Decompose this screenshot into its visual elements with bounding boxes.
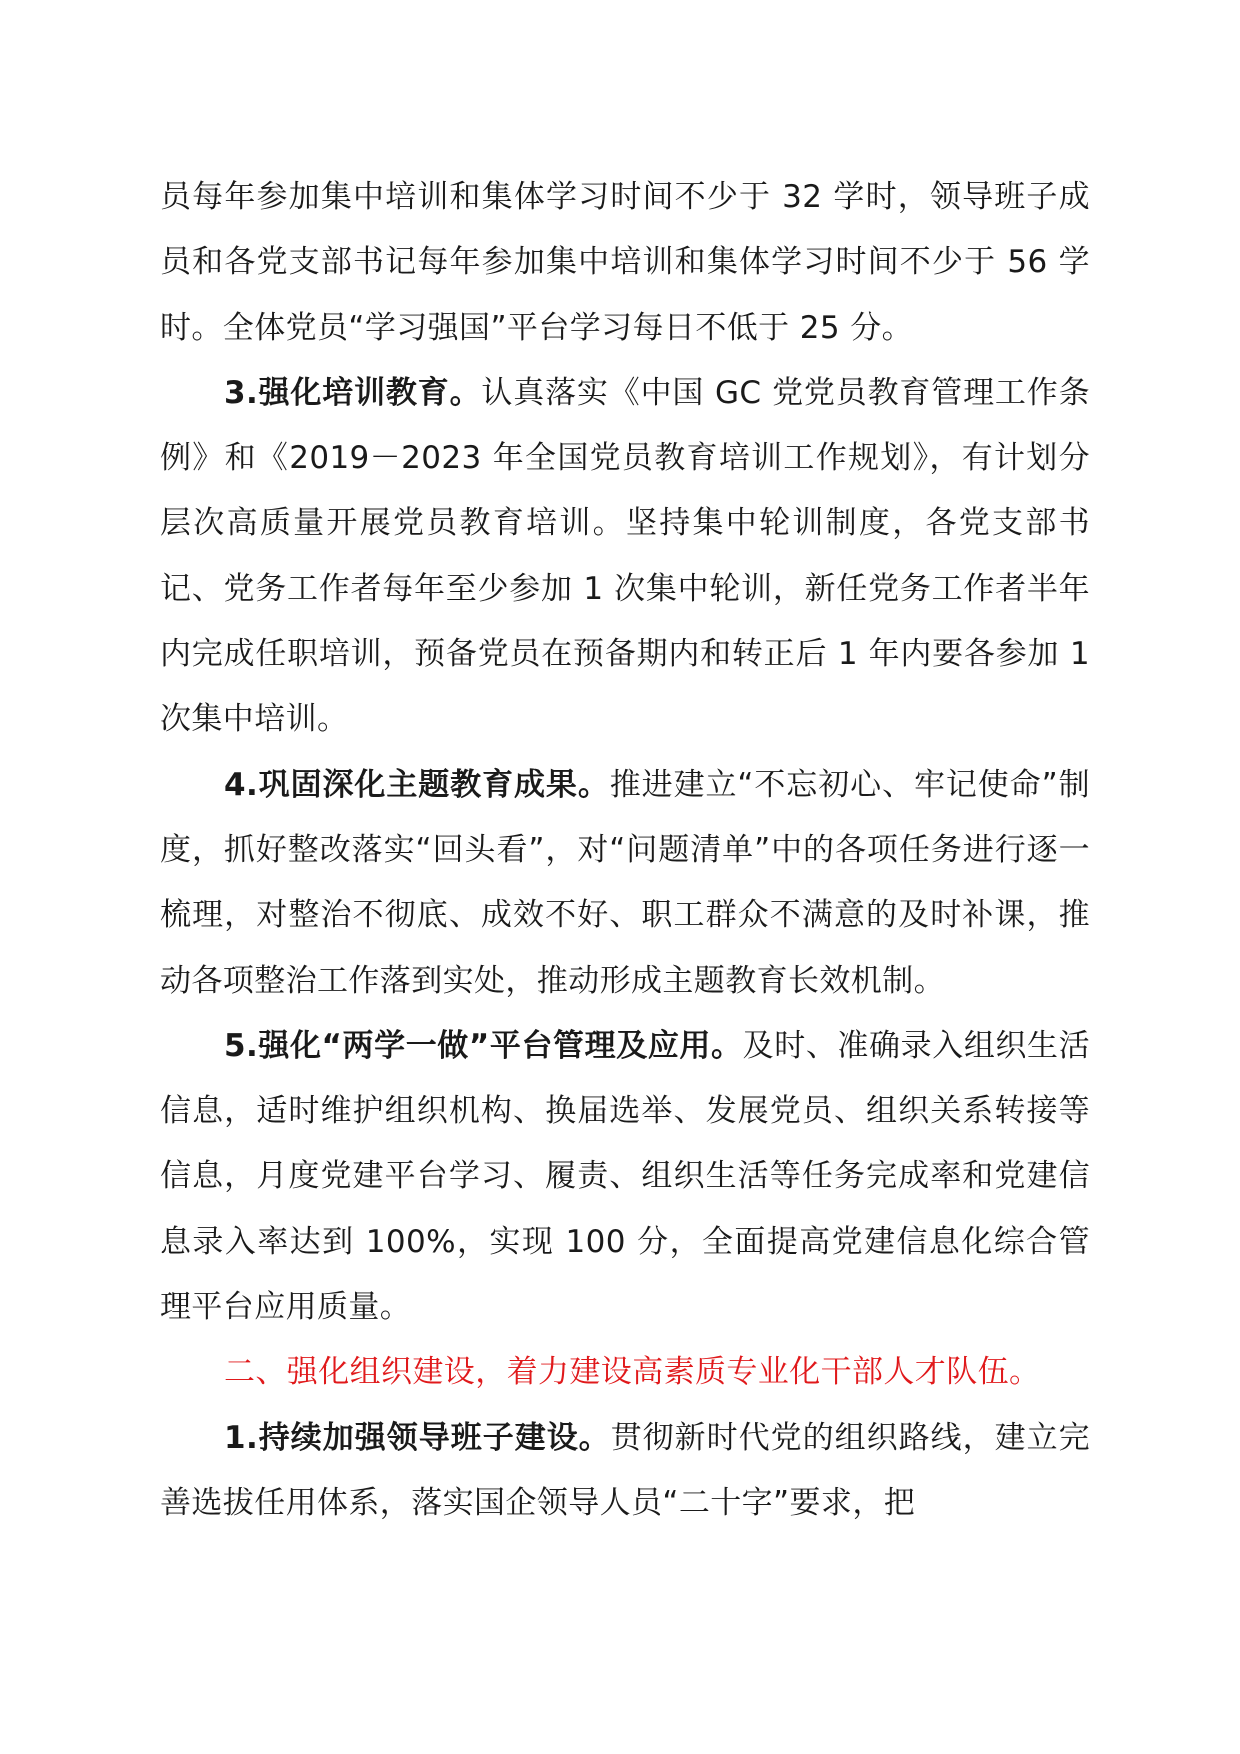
paragraph-lead-heading: 3.强化培训教育。 <box>224 374 482 411</box>
paragraph-theme-education <box>160 753 1090 1014</box>
paragraph-training-education <box>160 361 1090 753</box>
paragraph-body: 贯彻新时代党的组织路线，建立完善选拔任用体系，落实国企领导人员“二十字”要求，把 <box>160 1419 1091 1521</box>
paragraph-lead-heading: 5.强化“两学一做”平台管理及应用。 <box>224 1027 743 1064</box>
paragraph-platform-management <box>160 1014 1090 1340</box>
paragraph-body: 推进建立“不忘初心、牢记使命”制度，抓好整改落实“回头看”，对“问题清单”中的各项任务进行逐一梳理，对整治不彻底、成效不好、职工群众不满意的及时补课，推动各项整治工作落到实处，推动形成主题教育长效机制。 <box>160 766 1090 999</box>
paragraph-body: 认真落实《中国 GC 党党员教育管理工作条例》和《2019－2023 年全国党员教育培训工作规划》，有计划分层次高质量开展党员教育培训。坚持集中轮训制度，各党支部书记、党务工作者每年至少参加 1 次集中轮训，新任党务工作者半年内完成任职培训，预备党员在预备期内和转正后 1 年内要各参加 1 次集中培训。 <box>160 374 1090 738</box>
document-page <box>160 165 1090 1536</box>
paragraph-continued-study-hours <box>160 165 1090 361</box>
paragraph-body: 及时、准确录入组织生活信息，适时维护组织机构、换届选举、发展党员、组织关系转接等信息，月度党建平台学习、履责、组织生活等任务完成率和党建信息录入率达到 100%，实现 100 分，全面提高党建信息化综合管理平台应用质量。 <box>160 1027 1091 1326</box>
paragraph-lead-heading: 4.巩固深化主题教育成果。 <box>224 766 610 803</box>
paragraph-body: 员每年参加集中培训和集体学习时间不少于 32 学时，领导班子成员和各党支部书记每年参加集中培训和集体学习时间不少于 56 学时。全体党员“学习强国”平台学习每日不低于 25 分。 <box>160 179 1090 346</box>
paragraph-leadership-building <box>160 1406 1090 1537</box>
paragraph-lead-heading: 1.持续加强领导班子建设。 <box>224 1419 611 1456</box>
section-heading: 二、强化组织建设，着力建设高素质专业化干部人才队伍。 <box>224 1354 1041 1391</box>
